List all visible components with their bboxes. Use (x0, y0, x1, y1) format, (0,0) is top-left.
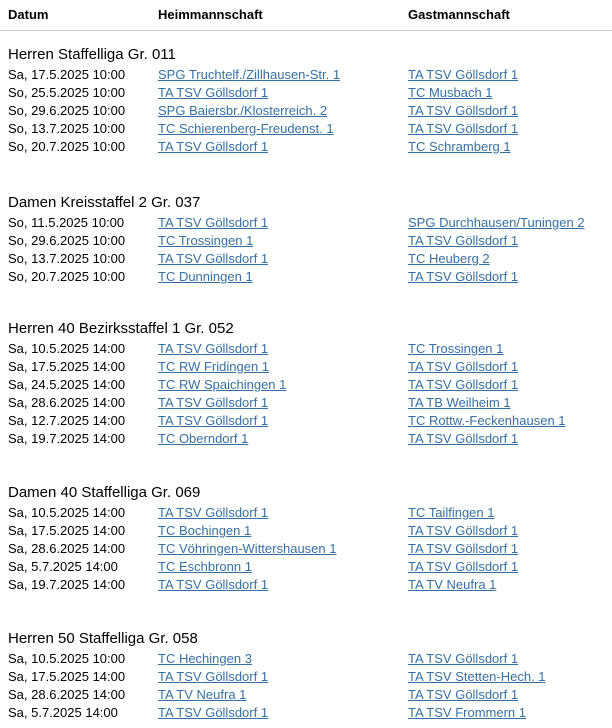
match-date: So, 13.7.2025 10:00 (8, 121, 126, 136)
column-header-guest: Gastmannschaft (408, 7, 510, 22)
home-team-link[interactable]: TC Eschbronn 1 (158, 559, 252, 574)
match-date: Sa, 19.7.2025 14:00 (8, 431, 126, 446)
home-team-link[interactable]: TA TSV Göllsdorf 1 (158, 505, 269, 520)
home-team-link[interactable]: TA TSV Göllsdorf 1 (158, 139, 269, 154)
home-team-link[interactable]: TC RW Spaichingen 1 (158, 377, 287, 392)
guest-team-link[interactable]: TC Trossingen 1 (408, 341, 504, 356)
match-row (0, 340, 612, 358)
home-team-link[interactable]: SPG Baiersbr./Klosterreich. 2 (158, 103, 328, 118)
match-row (0, 576, 612, 594)
match-date: Sa, 10.5.2025 14:00 (8, 341, 126, 356)
match-date: So, 29.6.2025 10:00 (8, 233, 126, 248)
match-date: Sa, 5.7.2025 14:00 (8, 559, 118, 574)
guest-team-link[interactable]: TA TSV Göllsdorf 1 (408, 377, 519, 392)
home-team-link[interactable]: TA TV Neufra 1 (158, 687, 247, 702)
guest-team-link[interactable]: TA TSV Göllsdorf 1 (408, 687, 519, 702)
home-team-link[interactable]: TC Hechingen 3 (158, 651, 252, 666)
guest-team-link[interactable]: TA TSV Göllsdorf 1 (408, 541, 519, 556)
match-date: So, 20.7.2025 10:00 (8, 269, 126, 284)
match-date: Sa, 17.5.2025 14:00 (8, 523, 126, 538)
match-row (0, 650, 612, 668)
home-team-link[interactable]: TC Trossingen 1 (158, 233, 254, 248)
guest-team-link[interactable]: TA TSV Frommern 1 (408, 705, 526, 720)
match-row (0, 84, 612, 102)
match-date: So, 20.7.2025 10:00 (8, 139, 126, 154)
guest-team-link[interactable]: TA TSV Göllsdorf 1 (408, 121, 519, 136)
match-row (0, 232, 612, 250)
match-row (0, 120, 612, 138)
table-header (0, 0, 612, 31)
home-team-link[interactable]: TC Bochingen 1 (158, 523, 252, 538)
match-row (0, 138, 612, 156)
match-row (0, 504, 612, 522)
guest-team-link[interactable]: TC Rottw.-Feckenhausen 1 (408, 413, 566, 428)
match-date: So, 11.5.2025 10:00 (8, 215, 125, 230)
match-row (0, 376, 612, 394)
match-date: Sa, 28.6.2025 14:00 (8, 395, 126, 410)
home-team-link[interactable]: TA TSV Göllsdorf 1 (158, 669, 269, 684)
guest-team-link[interactable]: TA TSV Stetten-Hech. 1 (408, 669, 546, 684)
home-team-link[interactable]: TC RW Fridingen 1 (158, 359, 270, 374)
match-row (0, 558, 612, 576)
match-date: Sa, 17.5.2025 14:00 (8, 669, 126, 684)
guest-team-link[interactable]: TA TSV Göllsdorf 1 (408, 523, 519, 538)
guest-team-link[interactable]: TA TV Neufra 1 (408, 577, 497, 592)
home-team-link[interactable]: TC Dunningen 1 (158, 269, 253, 284)
match-row (0, 522, 612, 540)
guest-team-link[interactable]: TA TSV Göllsdorf 1 (408, 233, 519, 248)
guest-team-link[interactable]: TA TSV Göllsdorf 1 (408, 651, 519, 666)
home-team-link[interactable]: TA TSV Göllsdorf 1 (158, 251, 269, 266)
guest-team-link[interactable]: TA TSV Göllsdorf 1 (408, 559, 519, 574)
match-row (0, 668, 612, 686)
guest-team-link[interactable]: TC Musbach 1 (408, 85, 493, 100)
match-date: Sa, 19.7.2025 14:00 (8, 577, 126, 592)
guest-team-link[interactable]: TA TSV Göllsdorf 1 (408, 103, 519, 118)
guest-team-link[interactable]: TA TSV Göllsdorf 1 (408, 269, 519, 284)
match-date: Sa, 24.5.2025 14:00 (8, 377, 126, 392)
guest-team-link[interactable]: TC Tailfingen 1 (408, 505, 495, 520)
league-title: Damen 40 Staffelliga Gr. 069 (8, 484, 201, 501)
guest-team-link[interactable]: TC Heuberg 2 (408, 251, 490, 266)
match-row (0, 250, 612, 268)
match-date: Sa, 10.5.2025 14:00 (8, 505, 126, 520)
column-header-date: Datum (8, 7, 49, 22)
league-title: Herren Staffelliga Gr. 011 (8, 46, 176, 63)
match-date: So, 29.6.2025 10:00 (8, 103, 126, 118)
match-date: Sa, 28.6.2025 14:00 (8, 687, 126, 702)
league-title: Herren 40 Bezirksstaffel 1 Gr. 052 (8, 320, 234, 337)
league-title: Damen Kreisstaffel 2 Gr. 037 (8, 194, 201, 211)
home-team-link[interactable]: TA TSV Göllsdorf 1 (158, 341, 269, 356)
match-row (0, 102, 612, 120)
home-team-link[interactable]: SPG Truchtelf./Zillhausen-Str. 1 (158, 67, 341, 82)
match-date: So, 13.7.2025 10:00 (8, 251, 126, 266)
home-team-link[interactable]: TA TSV Göllsdorf 1 (158, 215, 269, 230)
home-team-link[interactable]: TC Vöhringen-Wittershausen 1 (158, 541, 337, 556)
home-team-link[interactable]: TA TSV Göllsdorf 1 (158, 705, 269, 720)
guest-team-link[interactable]: SPG Durchhausen/Tuningen 2 (408, 215, 585, 230)
match-date: Sa, 17.5.2025 10:00 (8, 67, 126, 82)
match-row (0, 704, 612, 722)
match-row (0, 358, 612, 376)
match-date: Sa, 28.6.2025 14:00 (8, 541, 126, 556)
home-team-link[interactable]: TA TSV Göllsdorf 1 (158, 577, 269, 592)
match-row (0, 394, 612, 412)
match-row (0, 412, 612, 430)
match-row (0, 686, 612, 704)
guest-team-link[interactable]: TA TB Weilheim 1 (408, 395, 511, 410)
home-team-link[interactable]: TA TSV Göllsdorf 1 (158, 395, 269, 410)
guest-team-link[interactable]: TC Schramberg 1 (408, 139, 511, 154)
match-row (0, 66, 612, 84)
home-team-link[interactable]: TC Oberndorf 1 (158, 431, 249, 446)
league-title: Herren 50 Staffelliga Gr. 058 (8, 630, 198, 647)
match-row (0, 268, 612, 286)
guest-team-link[interactable]: TA TSV Göllsdorf 1 (408, 67, 519, 82)
match-date: Sa, 17.5.2025 14:00 (8, 359, 126, 374)
guest-team-link[interactable]: TA TSV Göllsdorf 1 (408, 431, 519, 446)
match-date: So, 25.5.2025 10:00 (8, 85, 126, 100)
match-date: Sa, 12.7.2025 14:00 (8, 413, 126, 428)
home-team-link[interactable]: TC Schierenberg-Freudenst. 1 (158, 121, 334, 136)
column-header-home: Heimmannschaft (158, 7, 263, 22)
match-row (0, 540, 612, 558)
home-team-link[interactable]: TA TSV Göllsdorf 1 (158, 413, 269, 428)
match-row (0, 430, 612, 448)
guest-team-link[interactable]: TA TSV Göllsdorf 1 (408, 359, 519, 374)
home-team-link[interactable]: TA TSV Göllsdorf 1 (158, 85, 269, 100)
match-date: Sa, 5.7.2025 14:00 (8, 705, 118, 720)
match-row (0, 214, 612, 232)
match-date: Sa, 10.5.2025 10:00 (8, 651, 126, 666)
